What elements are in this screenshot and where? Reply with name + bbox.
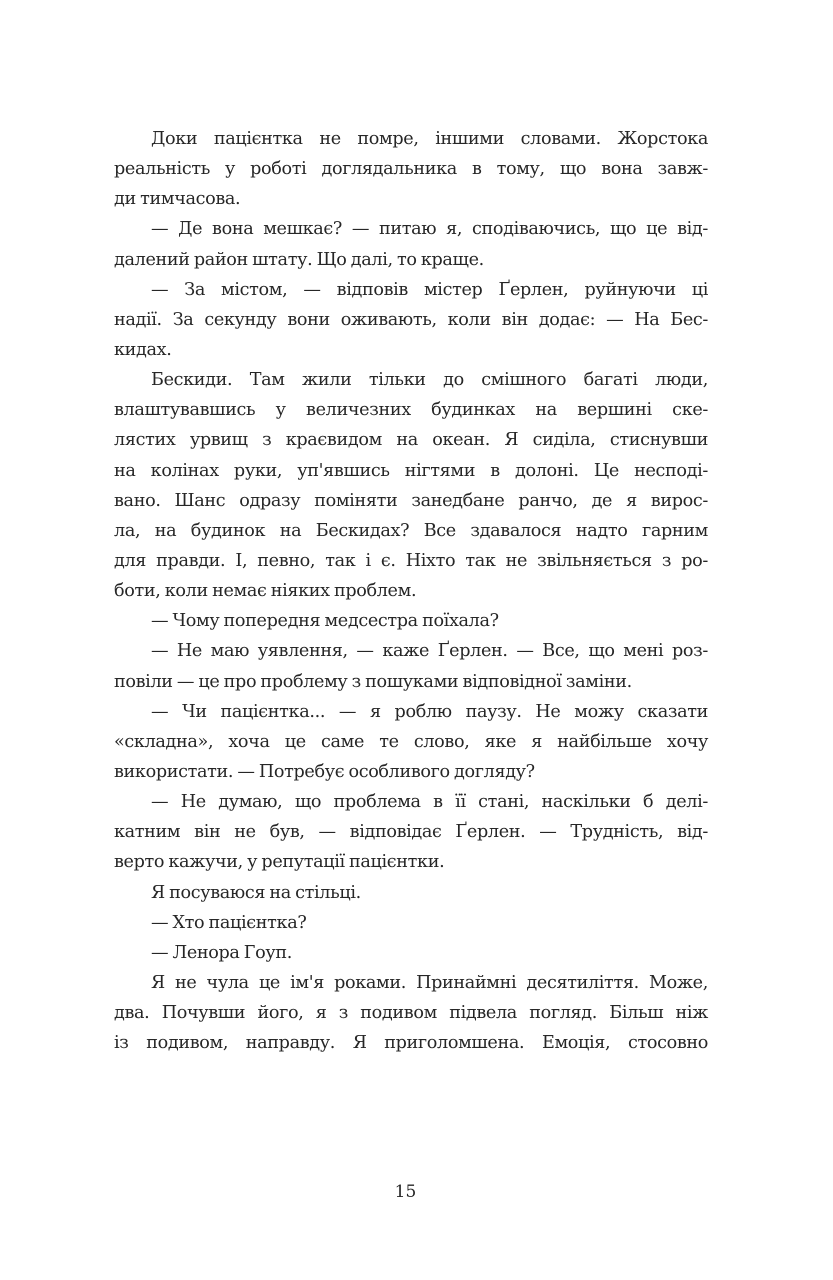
text-line: ди тимчасова. xyxy=(114,189,241,210)
text-line: використати. — Потребує особливого догляду? xyxy=(114,761,535,782)
text-line: Доки пацієнтка не помре, іншими словами. Жорстока xyxy=(151,129,708,149)
text-line: — Де вона мешкає? — питаю я, сподіваючись, що це від- xyxy=(151,219,708,240)
text-line: — За містом, — відповів містер Ґерлен, руйнуючи ці xyxy=(151,279,708,300)
text-line: боти, коли немає ніяких проблем. xyxy=(114,581,417,602)
text-line: Бескиди. Там жили тільки до смішного багаті люди, xyxy=(151,370,708,391)
text-line: повіли — це про проблему з пошуками відповідної заміни. xyxy=(114,671,632,692)
text-line: Я не чула це ім'я роками. Принаймні десятиліття. Може, xyxy=(151,972,708,993)
text-line: — Хто пацієнтка? xyxy=(151,912,307,933)
text-line: далений район штату. Що далі, то краще. xyxy=(114,249,484,270)
text-line: із подивом, направду. Я приголомшена. Емоція, стосовно xyxy=(114,1033,708,1054)
text-line: лястих урвищ з краєвидом на океан. Я сиділа, стиснувши xyxy=(114,430,708,451)
text-line: — Ленора Гоуп. xyxy=(151,942,292,963)
text-line: — Не маю уявлення, — каже Ґерлен. — Все, що мені роз- xyxy=(151,641,708,662)
text-line: на колінах руки, уп'явшись нігтями в долоні. Це несподі- xyxy=(114,460,708,481)
page-number: 15 xyxy=(394,1182,417,1202)
text-line: для правди. І, певно, так і є. Ніхто так не звільняється з ро- xyxy=(114,550,708,571)
text-line: надії. За секунду вони оживають, коли він додає: — На Бес- xyxy=(114,309,708,330)
text-line: влаштувавшись у величезних будинках на вершині ске- xyxy=(114,400,708,421)
text-line: реальність у роботі доглядальника в тому, що вона завж- xyxy=(114,159,708,180)
text-line: — Не думаю, що проблема в її стані, наскільки б делі- xyxy=(151,792,708,813)
text-line: катним він не був, — відповідає Ґерлен. — Трудність, від- xyxy=(114,822,708,843)
text-line: кидах. xyxy=(114,339,172,360)
text-line: два. Почувши його, я з подивом підвела погляд. Більш ніж xyxy=(114,1003,708,1024)
body-text xyxy=(114,124,708,1058)
text-line: — Чи пацієнтка... — я роблю паузу. Не можу сказати xyxy=(151,701,708,722)
text-line: «складна», хоча це саме те слово, яке я найбільше хочу xyxy=(114,731,708,752)
text-line: вано. Шанс одразу поміняти занедбане ранчо, де я вирос- xyxy=(114,490,708,511)
text-line: ла, на будинок на Бескидах? Все здавалося надто гарним xyxy=(114,520,708,541)
text-line: верто кажучи, у репутації пацієнтки. xyxy=(114,852,445,873)
text-line: Я посуваюся на стільці. xyxy=(151,882,361,903)
text-line: — Чому попередня медсестра поїхала? xyxy=(151,611,499,632)
